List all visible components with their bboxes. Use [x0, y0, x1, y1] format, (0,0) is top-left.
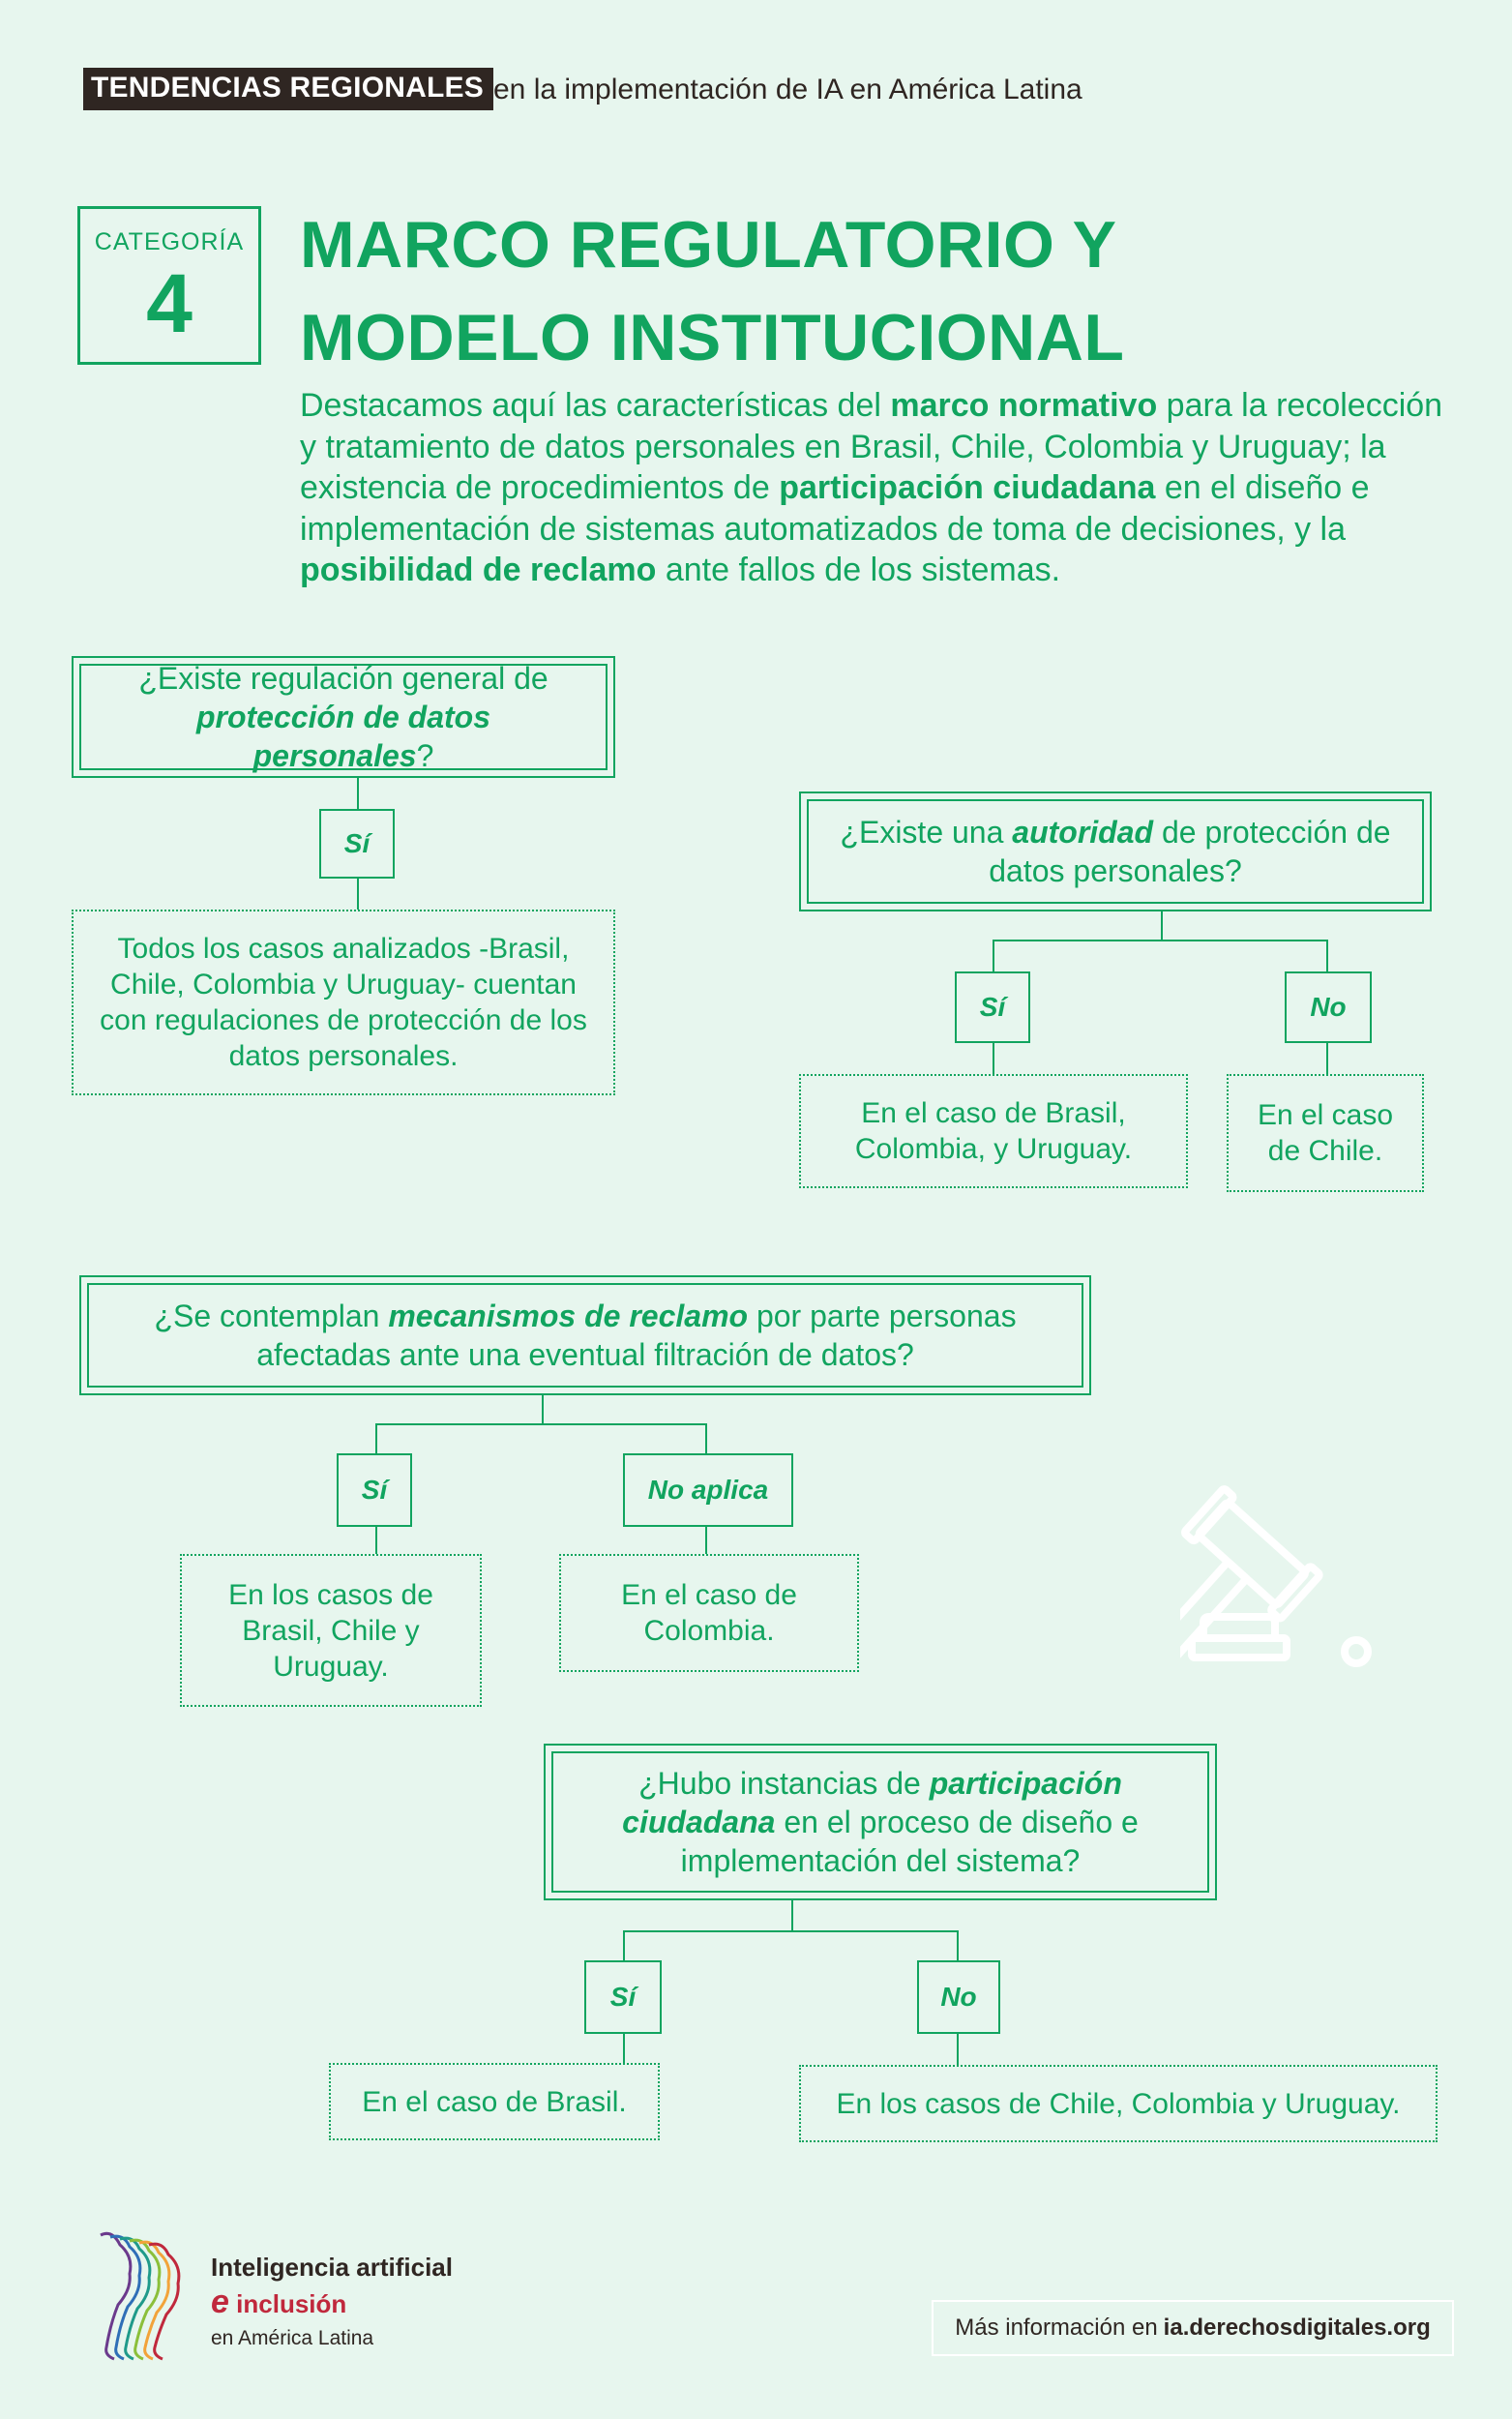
answer-not-applicable-box: No aplica — [623, 1453, 793, 1527]
question-text-emphasis: mecanismos de reclamo — [388, 1299, 749, 1333]
result-box-q4-yes: En el caso de Brasil. — [329, 2063, 660, 2140]
result-box-q4-no: En los casos de Chile, Colombia y Uruguay. — [799, 2065, 1438, 2142]
connector-line — [623, 1930, 625, 1961]
latin-america-map-icon — [93, 2227, 209, 2363]
intro-bold-3: posibilidad de reclamo — [300, 552, 657, 588]
question-text-emphasis: participación ciudadana — [622, 1766, 1122, 1839]
question-text-pre: ¿Se contemplan — [154, 1299, 389, 1333]
more-info-text: Más información en — [955, 2314, 1158, 2341]
category-label: CATEGORÍA — [94, 228, 245, 255]
connector-line — [375, 1423, 377, 1454]
connector-line — [957, 1930, 959, 1961]
more-info-link[interactable] — [932, 2300, 1454, 2356]
answer-yes-box: Sí — [337, 1453, 412, 1527]
connector-line — [375, 1527, 377, 1554]
question-text-post: en el proceso de diseño e implementación del sistema? — [680, 1805, 1139, 1878]
question-text-post: de protección de datos personales? — [989, 815, 1391, 888]
answer-no-box: No — [917, 1960, 1000, 2034]
answer-no-box: No — [1285, 971, 1372, 1043]
intro-text-3: en el diseño e implementación de sistemas automatizados de toma de decisiones, y la — [300, 469, 1370, 548]
logo-text — [211, 2250, 453, 2356]
connector-line — [1326, 1043, 1328, 1074]
connector-line — [957, 2034, 959, 2065]
question-box-participation — [544, 1744, 1217, 1900]
answer-yes-box: Sí — [584, 1960, 662, 2034]
title-line-2: MODELO INSTITUCIONAL — [300, 301, 1125, 374]
gavel-icon — [1180, 1485, 1383, 1688]
page-title — [300, 198, 1124, 384]
logo-line-3: en América Latina — [211, 2327, 374, 2349]
result-box-q3-na: En el caso de Colombia. — [559, 1554, 859, 1672]
connector-line — [1326, 940, 1328, 972]
connector-line — [623, 1930, 958, 1932]
connector-line — [357, 879, 359, 910]
title-line-1: MARCO REGULATORIO Y — [300, 208, 1117, 282]
connector-line — [375, 1423, 706, 1425]
result-box-q2-no: En el caso de Chile. — [1227, 1074, 1424, 1192]
connector-line — [791, 1900, 793, 1931]
intro-bold-1: marco normativo — [890, 387, 1158, 424]
connector-line — [993, 940, 1327, 941]
intro-bold-2: participación ciudadana — [779, 469, 1156, 506]
question-text — [546, 1764, 1215, 1880]
header-tag: TENDENCIAS REGIONALES — [83, 68, 493, 110]
intro-text-1: Destacamos aquí las características del — [300, 387, 891, 424]
connector-line — [623, 2034, 625, 2063]
result-box-q3-yes: En los casos de Brasil, Chile y Uruguay. — [180, 1554, 482, 1707]
more-info-url[interactable]: ia.derechosdigitales.org — [1163, 2314, 1431, 2341]
question-text-post: por parte personas afectadas ante una eventual filtración de datos? — [256, 1299, 1017, 1372]
question-text-emphasis: protección de datos personales — [195, 700, 491, 773]
question-text-pre: ¿Existe regulación general de — [138, 661, 548, 696]
question-text — [74, 659, 613, 775]
logo-line-1: Inteligencia artificial — [211, 2253, 453, 2282]
connector-line — [705, 1423, 707, 1454]
question-text-pre: ¿Hubo instancias de — [638, 1766, 930, 1801]
result-box-q1-yes: Todos los casos analizados -Brasil, Chile, Colombia y Uruguay- cuentan con regulaciones de protección de los datos personales. — [72, 910, 615, 1095]
question-text — [81, 1297, 1089, 1374]
connector-line — [542, 1395, 544, 1424]
question-text-emphasis: autoridad — [1012, 815, 1154, 850]
connector-line — [993, 940, 994, 972]
answer-yes-box: Sí — [955, 971, 1030, 1043]
connector-line — [357, 778, 359, 811]
category-box — [77, 206, 261, 365]
result-box-q2-yes: En el caso de Brasil, Colombia, y Uruguay. — [799, 1074, 1188, 1188]
category-number: 4 — [146, 257, 193, 350]
answer-yes-box: Sí — [319, 809, 395, 879]
question-box-complaint — [79, 1275, 1091, 1395]
intro-text-2: para la recolección y tratamiento de datos personales en Brasil, Chile, Colombia y Uruguay; la existencia de procedimientos de — [300, 387, 1443, 506]
question-text-pre: ¿Existe una — [840, 815, 1013, 850]
header-subtitle: en la implementación de IA en América Latina — [493, 74, 1082, 105]
question-box-data-protection — [72, 656, 615, 778]
intro-paragraph — [300, 385, 1461, 591]
question-box-authority — [799, 791, 1432, 911]
logo-e: e — [211, 2284, 229, 2320]
connector-line — [993, 1043, 994, 1074]
connector-line — [1161, 911, 1163, 941]
question-text — [801, 813, 1430, 890]
intro-text-4: ante fallos de los sistemas. — [656, 552, 1061, 588]
question-text-post: ? — [416, 738, 434, 773]
logo-line-2: inclusión — [236, 2289, 347, 2318]
connector-line — [705, 1527, 707, 1554]
